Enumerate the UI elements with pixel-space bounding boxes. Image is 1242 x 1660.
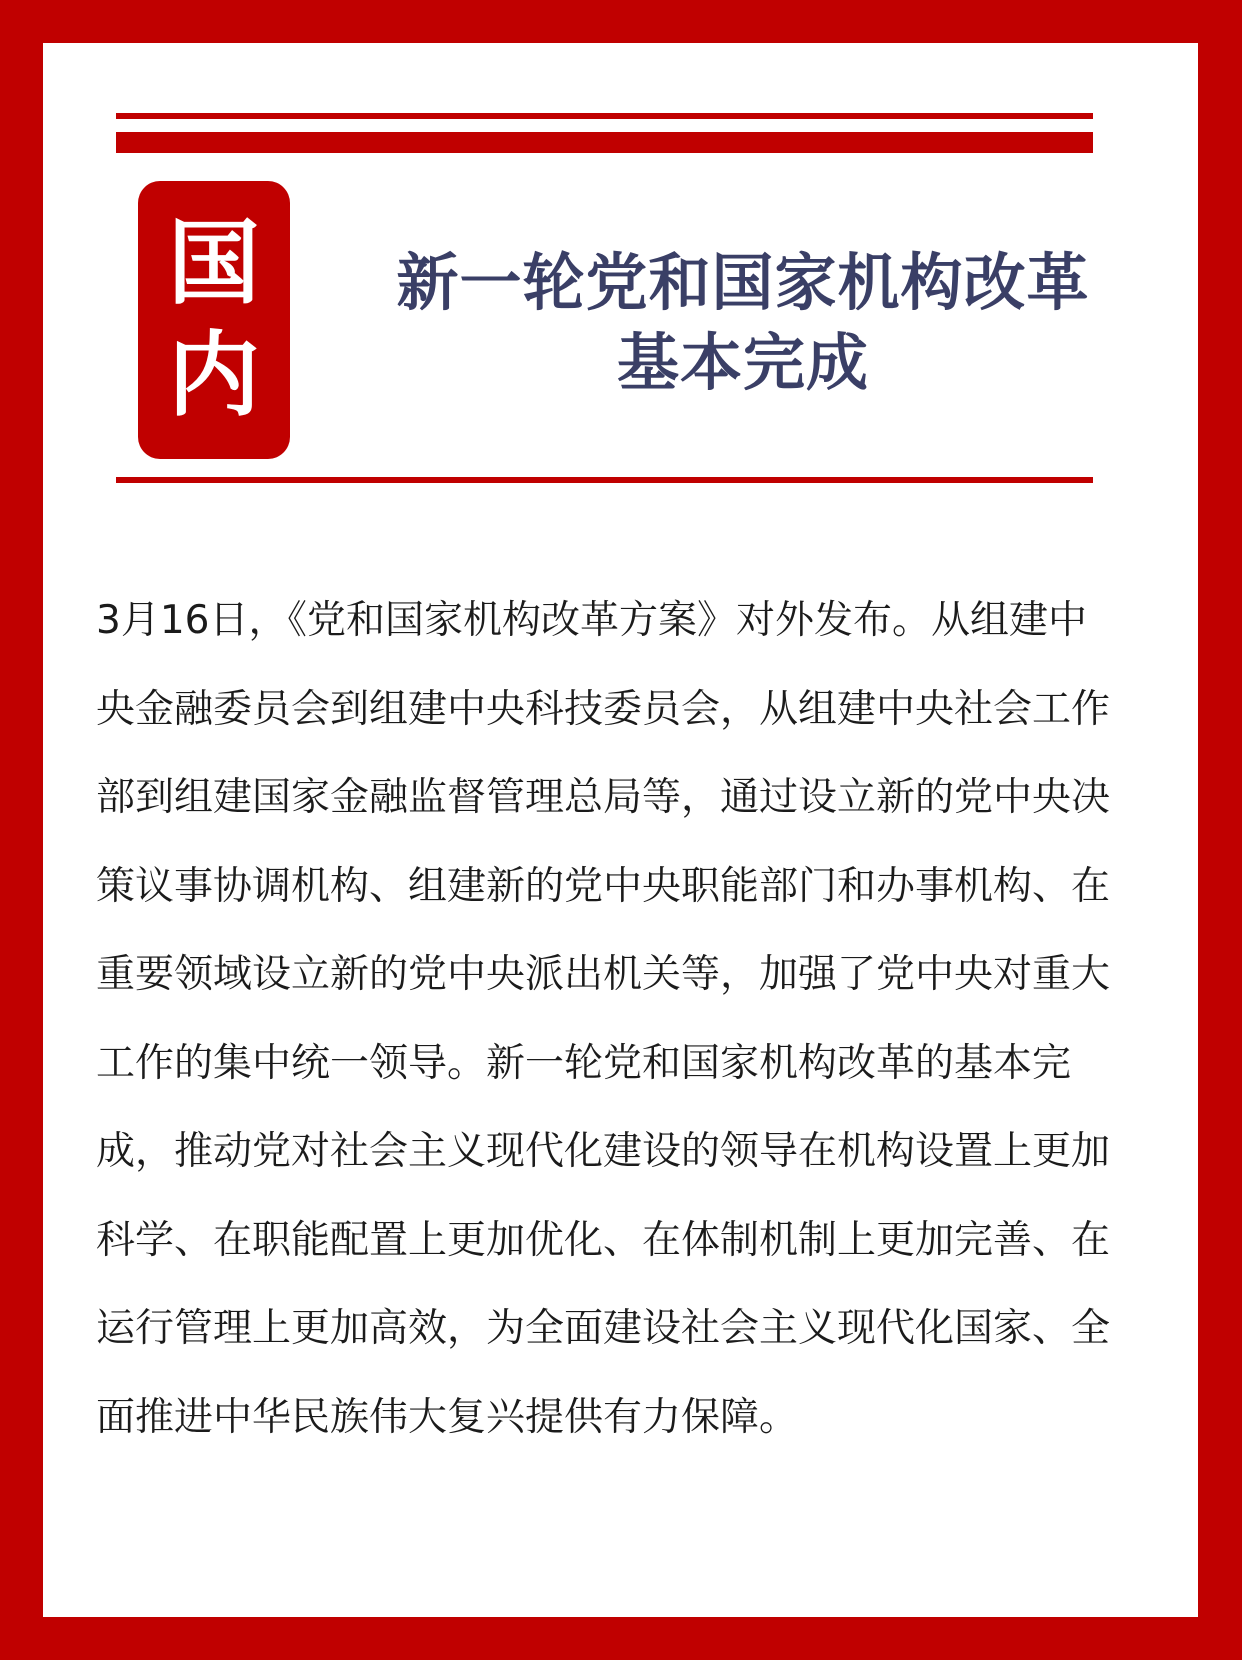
badge-char-2: 内 [167, 322, 260, 429]
top-divider-thin [116, 113, 1093, 119]
page-title [293, 243, 1193, 403]
article-body [96, 577, 1146, 1462]
article-line: 重要领域设立新的党中央派出机关等，加强了党中央对重大 [96, 952, 1111, 997]
article-line: 央金融委员会到组建中央科技委员会，从组建中央社会工作 [96, 686, 1111, 732]
badge-char-1: 国 [167, 210, 260, 317]
article-line: 工作的集中统一领导。新一轮党和国家机构改革的基本完 [96, 1040, 1072, 1086]
article-line: 运行管理上更加高效，为全面建设社会主义现代化国家、全 [96, 1306, 1111, 1351]
title-line-1: 新一轮党和国家机构改革 [396, 246, 1090, 319]
top-divider-thick [116, 132, 1093, 153]
bottom-divider [116, 477, 1093, 483]
article-line: 科学、在职能配置上更加优化、在体制机制上更加完善、在 [96, 1217, 1111, 1263]
article-line: 部到组建国家金融监督管理总局等，通过设立新的党中央决 [96, 775, 1111, 820]
category-badge [138, 181, 290, 459]
article-line: 3月16日，《党和国家机构改革方案》对外发布。从组建中 [96, 598, 1087, 643]
content-card [43, 43, 1198, 1617]
title-line-2: 基本完成 [616, 326, 869, 399]
article-line: 成，推动党对社会主义现代化建设的领导在机构设置上更加 [96, 1129, 1111, 1174]
article-line: 面推进中华民族伟大复兴提供有力保障。 [96, 1394, 799, 1440]
article-line: 策议事协调机构、组建新的党中央职能部门和办事机构、在 [96, 863, 1111, 909]
